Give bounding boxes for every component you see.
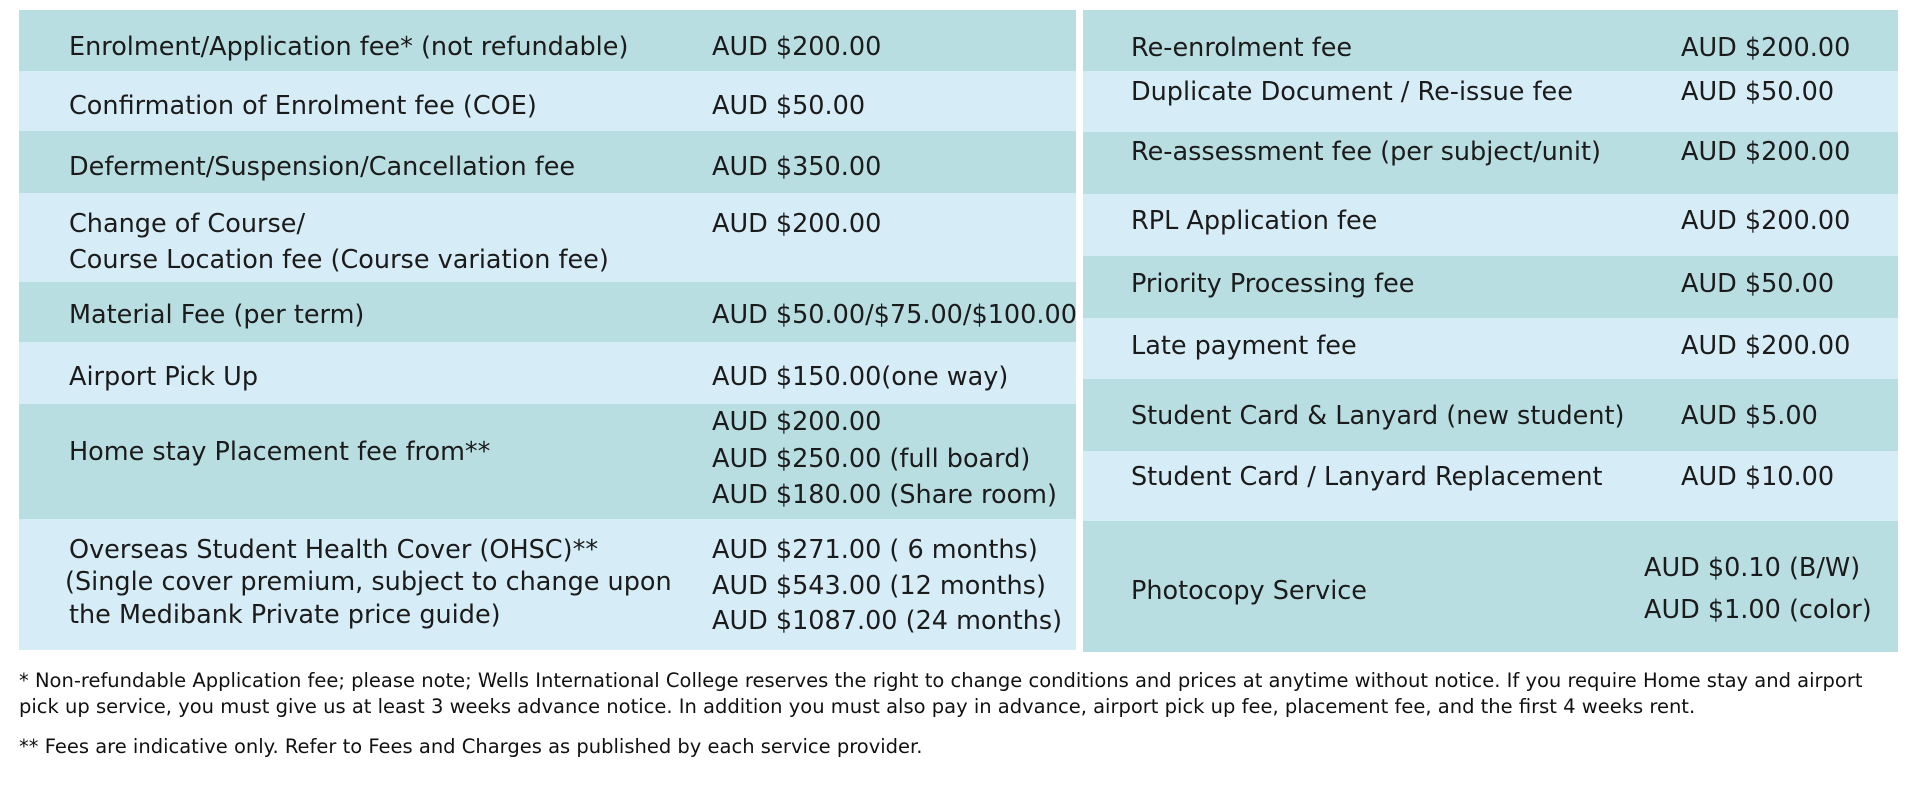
left-fee-row: [19, 131, 1076, 193]
fees-table-left: [19, 10, 1076, 650]
fee-amount: AUD $1087.00 (24 months): [712, 606, 1063, 636]
fee-label: Priority Processing fee: [1131, 269, 1415, 299]
fee-amount: AUD $271.00 ( 6 months): [712, 535, 1038, 565]
fee-amount: AUD $200.00: [712, 209, 882, 239]
fee-amount: AUD $350.00: [712, 152, 882, 182]
fee-label: Airport Pick Up: [69, 362, 259, 392]
fee-amount: AUD $50.00: [1681, 269, 1835, 299]
right-fee-row: [1083, 10, 1898, 71]
fee-label: Enrolment/Application fee* (not refundable): [69, 32, 629, 62]
fee-amount: AUD $50.00: [712, 91, 866, 121]
fee-label: Confirmation of Enrolment fee (COE): [69, 91, 537, 121]
fee-label: Material Fee (per term): [69, 300, 365, 330]
fee-amount: AUD $1.00 (color): [1644, 595, 1872, 625]
fee-amount: AUD $200.00: [1681, 206, 1851, 236]
fee-amount: AUD $200.00: [712, 407, 882, 437]
fee-amount: AUD $180.00 (Share room): [712, 480, 1057, 510]
right-fee-row: [1083, 379, 1898, 451]
fee-amount: AUD $10.00: [1681, 462, 1835, 492]
fee-amount: AUD $0.10 (B/W): [1644, 553, 1861, 583]
fee-label: Course Location fee (Course variation fee): [69, 245, 609, 275]
fee-label: Late payment fee: [1131, 331, 1357, 361]
left-fee-row: [19, 519, 1076, 650]
right-fee-row: [1083, 521, 1898, 652]
fee-label: RPL Application fee: [1131, 206, 1378, 236]
fee-amount: AUD $200.00: [712, 32, 882, 62]
right-fee-row: [1083, 132, 1898, 194]
fee-label: the Medibank Private price guide): [69, 600, 501, 630]
fee-amount: AUD $200.00: [1681, 137, 1851, 167]
right-fee-row: [1083, 71, 1898, 132]
fee-label: Re-assessment fee (per subject/unit): [1131, 137, 1601, 167]
fee-amount: AUD $543.00 (12 months): [712, 571, 1046, 601]
fee-label: Student Card & Lanyard (new student): [1131, 401, 1625, 431]
right-fee-row: [1083, 194, 1898, 256]
fee-amount: AUD $5.00: [1681, 401, 1818, 431]
left-fee-row: [19, 193, 1076, 282]
fees-table-right: [1083, 10, 1898, 652]
fee-label: Student Card / Lanyard Replacement: [1131, 462, 1603, 492]
footnote-indicative-fees: ** Fees are indicative only. Refer to Fees and Charges as published by each service provider.: [19, 735, 923, 758]
fee-amount: AUD $200.00: [1681, 331, 1851, 361]
fee-amount: AUD $50.00/$75.00/$100.00: [712, 300, 1077, 330]
left-fee-row: [19, 282, 1076, 342]
fee-label: Change of Course/: [69, 209, 306, 239]
fee-label: Duplicate Document / Re-issue fee: [1131, 77, 1573, 107]
fee-amount: AUD $150.00(one way): [712, 362, 1009, 392]
fee-label: Re-enrolment fee: [1131, 33, 1353, 63]
fee-amount: AUD $250.00 (full board): [712, 444, 1031, 474]
fee-label: Overseas Student Health Cover (OHSC)**: [69, 535, 599, 565]
left-fee-row: [19, 404, 1076, 519]
right-fee-row: [1083, 451, 1898, 521]
fee-label: (Single cover premium, subject to change upon: [65, 567, 672, 597]
right-fee-row: [1083, 256, 1898, 318]
footnote-application-fee: * Non-refundable Application fee; please note; Wells International College reserves the right to change conditions and prices at anytime without notice. If you require Home stay and airport pick up service, you must give us at least 3 weeks advance notice. In addition you must also pay in advance, airport pick up fee, placement fee, and the first 4 weeks rent.: [19, 669, 1863, 718]
fee-amount: AUD $50.00: [1681, 77, 1835, 107]
right-fee-row: [1083, 318, 1898, 379]
left-fee-row: [19, 10, 1076, 71]
fee-label: Photocopy Service: [1131, 576, 1367, 606]
fee-label: Deferment/Suspension/Cancellation fee: [69, 152, 576, 182]
left-fee-row: [19, 71, 1076, 131]
left-fee-row: [19, 342, 1076, 404]
fee-label: Home stay Placement fee from**: [69, 437, 491, 467]
fee-amount: AUD $200.00: [1681, 33, 1851, 63]
